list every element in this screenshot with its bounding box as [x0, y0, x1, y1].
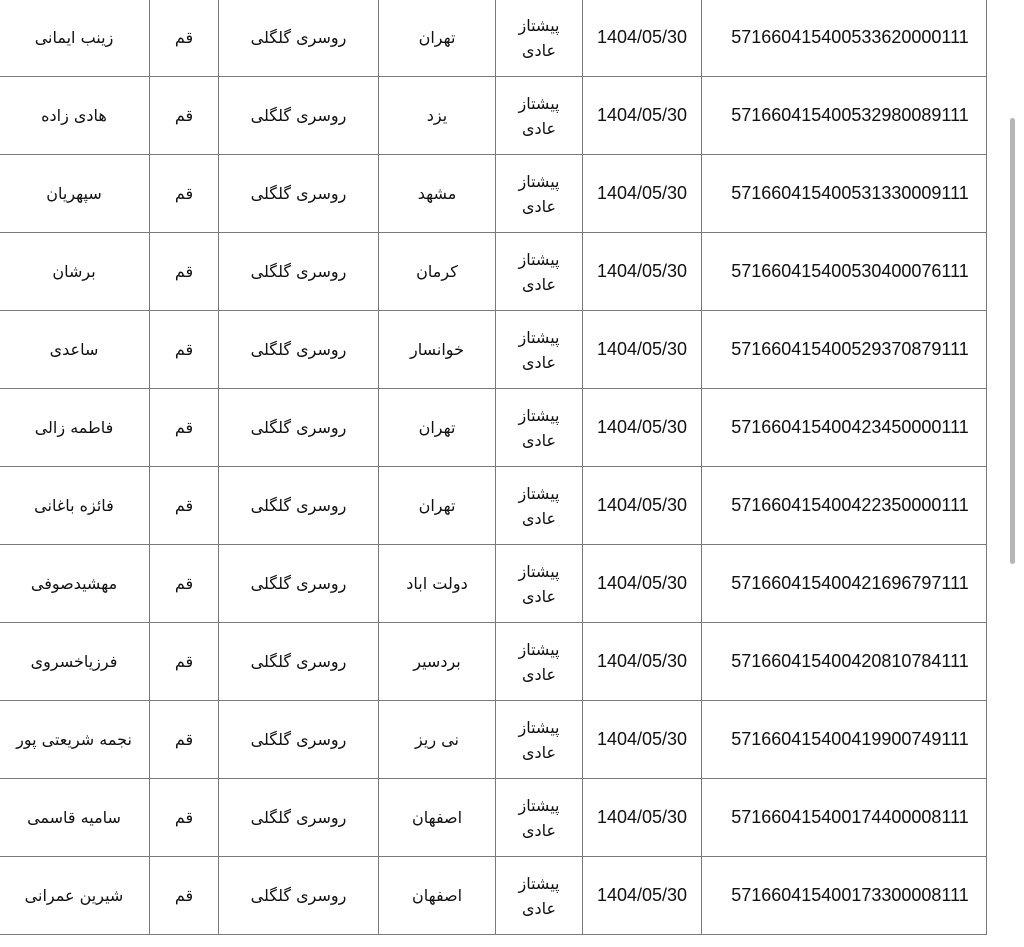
date-cell: 1404/05/30 [583, 623, 702, 701]
service-type-cell [496, 311, 583, 389]
tracking-number-cell: 571660415400173300008111 [702, 857, 987, 935]
product-cell: روسری گلگلی [219, 77, 379, 155]
service-type-cell [496, 779, 583, 857]
service-type-line1: پیشتاز [518, 639, 560, 659]
service-type-line2: عادی [521, 586, 557, 606]
table-row [0, 77, 987, 155]
service-type-line2: عادی [521, 820, 557, 840]
product-cell: روسری گلگلی [219, 779, 379, 857]
product-cell: روسری گلگلی [219, 311, 379, 389]
table-row [0, 389, 987, 467]
destination-city-cell: تهران [379, 467, 496, 545]
service-type-cell [496, 77, 583, 155]
recipient-name-cell: فاطمه زالی [0, 389, 150, 467]
service-type-line2: عادی [521, 508, 557, 528]
service-type-cell [496, 155, 583, 233]
recipient-name-cell: سامیه قاسمی [0, 779, 150, 857]
table-row [0, 545, 987, 623]
table-row [0, 701, 987, 779]
destination-city-cell: نی ریز [379, 701, 496, 779]
destination-city-cell: مشهد [379, 155, 496, 233]
table-row [0, 0, 987, 77]
table-row [0, 233, 987, 311]
product-cell: روسری گلگلی [219, 0, 379, 77]
date-cell: 1404/05/30 [583, 545, 702, 623]
product-cell: روسری گلگلی [219, 389, 379, 467]
recipient-name-cell: زینب ایمانی [0, 0, 150, 77]
destination-city-cell: کرمان [379, 233, 496, 311]
recipient-name-cell: شیرین عمرانی [0, 857, 150, 935]
tracking-number-cell: 571660415400420810784111 [702, 623, 987, 701]
origin-city-cell: قم [150, 389, 219, 467]
date-cell: 1404/05/30 [583, 311, 702, 389]
service-type-line1: پیشتاز [518, 795, 560, 815]
recipient-name-cell: فائزه باغانی [0, 467, 150, 545]
origin-city-cell: قم [150, 0, 219, 77]
product-cell: روسری گلگلی [219, 857, 379, 935]
origin-city-cell: قم [150, 701, 219, 779]
origin-city-cell: قم [150, 233, 219, 311]
date-cell: 1404/05/30 [583, 779, 702, 857]
product-cell: روسری گلگلی [219, 545, 379, 623]
service-type-line1: پیشتاز [518, 249, 560, 269]
origin-city-cell: قم [150, 467, 219, 545]
service-type-cell [496, 0, 583, 77]
origin-city-cell: قم [150, 857, 219, 935]
tracking-number-cell: 571660415400532980089111 [702, 77, 987, 155]
service-type-line2: عادی [521, 664, 557, 684]
table-row [0, 857, 987, 935]
date-cell: 1404/05/30 [583, 155, 702, 233]
service-type-line2: عادی [521, 118, 557, 138]
service-type-line1: پیشتاز [518, 561, 560, 581]
table-row [0, 623, 987, 701]
service-type-line2: عادی [521, 352, 557, 372]
destination-city-cell: خوانسار [379, 311, 496, 389]
origin-city-cell: قم [150, 545, 219, 623]
service-type-cell [496, 701, 583, 779]
service-type-line1: پیشتاز [518, 405, 560, 425]
service-type-line2: عادی [521, 40, 557, 60]
service-type-line1: پیشتاز [518, 171, 560, 191]
origin-city-cell: قم [150, 311, 219, 389]
destination-city-cell: تهران [379, 389, 496, 467]
service-type-cell [496, 467, 583, 545]
service-type-line1: پیشتاز [518, 15, 560, 35]
service-type-line2: عادی [521, 196, 557, 216]
product-cell: روسری گلگلی [219, 701, 379, 779]
service-type-line2: عادی [521, 898, 557, 918]
destination-city-cell: اصفهان [379, 857, 496, 935]
tracking-number-cell: 571660415400530400076111 [702, 233, 987, 311]
tracking-number-cell: 571660415400174400008111 [702, 779, 987, 857]
recipient-name-cell: نجمه شریعتی پور [0, 701, 150, 779]
origin-city-cell: قم [150, 623, 219, 701]
product-cell: روسری گلگلی [219, 233, 379, 311]
recipient-name-cell: سپهریان [0, 155, 150, 233]
tracking-number-cell: 571660415400531330009111 [702, 155, 987, 233]
date-cell: 1404/05/30 [583, 857, 702, 935]
table-row [0, 311, 987, 389]
service-type-cell [496, 389, 583, 467]
date-cell: 1404/05/30 [583, 233, 702, 311]
origin-city-cell: قم [150, 77, 219, 155]
product-cell: روسری گلگلی [219, 623, 379, 701]
origin-city-cell: قم [150, 155, 219, 233]
product-cell: روسری گلگلی [219, 155, 379, 233]
recipient-name-cell: هادی زاده [0, 77, 150, 155]
recipient-name-cell: برشان [0, 233, 150, 311]
recipient-name-cell: فرزیاخسروی [0, 623, 150, 701]
service-type-line1: پیشتاز [518, 327, 560, 347]
date-cell: 1404/05/30 [583, 701, 702, 779]
tracking-number-cell: 571660415400529370879111 [702, 311, 987, 389]
tracking-number-cell: 571660415400533620000111 [702, 0, 987, 77]
table-row [0, 155, 987, 233]
destination-city-cell: دولت اباد [379, 545, 496, 623]
service-type-cell [496, 857, 583, 935]
service-type-cell [496, 623, 583, 701]
service-type-line1: پیشتاز [518, 873, 560, 893]
service-type-line2: عادی [521, 430, 557, 450]
tracking-number-cell: 571660415400423450000111 [702, 389, 987, 467]
service-type-line1: پیشتاز [518, 483, 560, 503]
service-type-cell [496, 233, 583, 311]
service-type-line2: عادی [521, 274, 557, 294]
table-row [0, 467, 987, 545]
date-cell: 1404/05/30 [583, 0, 702, 77]
destination-city-cell: اصفهان [379, 779, 496, 857]
recipient-name-cell: مهشیدصوفی [0, 545, 150, 623]
destination-city-cell: بردسیر [379, 623, 496, 701]
destination-city-cell: یزد [379, 77, 496, 155]
tracking-number-cell: 571660415400419900749111 [702, 701, 987, 779]
date-cell: 1404/05/30 [583, 467, 702, 545]
service-type-cell [496, 545, 583, 623]
date-cell: 1404/05/30 [583, 389, 702, 467]
recipient-name-cell: ساعدی [0, 311, 150, 389]
destination-city-cell: تهران [379, 0, 496, 77]
tracking-number-cell: 571660415400421696797111 [702, 545, 987, 623]
date-cell: 1404/05/30 [583, 77, 702, 155]
tracking-number-cell: 571660415400422350000111 [702, 467, 987, 545]
scrollbar-thumb[interactable] [1010, 118, 1015, 564]
product-cell: روسری گلگلی [219, 467, 379, 545]
origin-city-cell: قم [150, 779, 219, 857]
service-type-line2: عادی [521, 742, 557, 762]
table-row [0, 779, 987, 857]
service-type-line1: پیشتاز [518, 93, 560, 113]
service-type-line1: پیشتاز [518, 717, 560, 737]
